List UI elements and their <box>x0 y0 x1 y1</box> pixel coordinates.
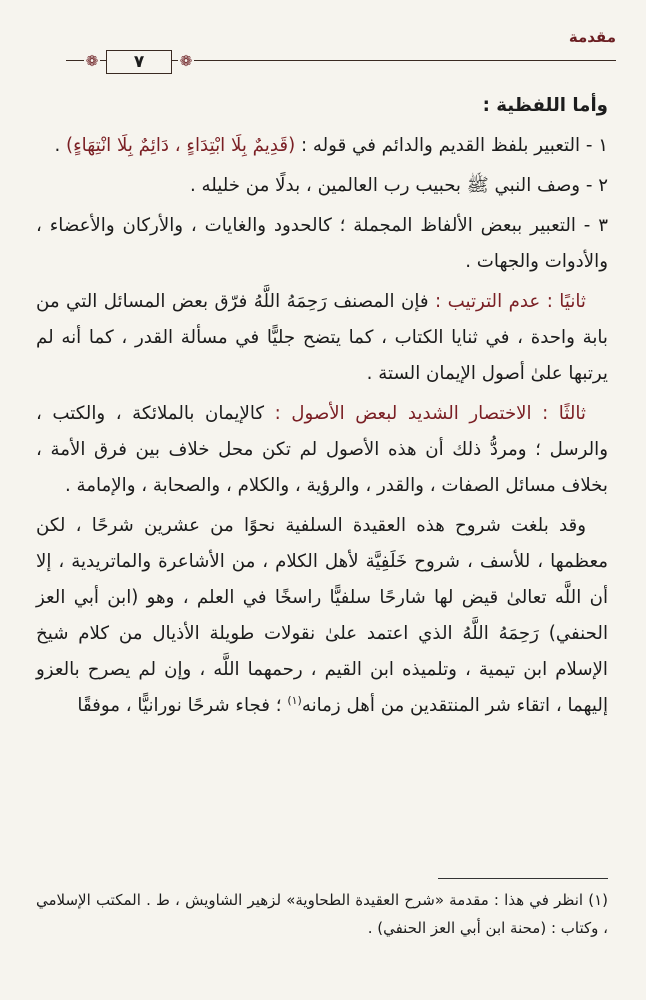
running-title: مقدمة <box>568 28 616 46</box>
item-1-end: . <box>54 135 61 156</box>
item-1-text: ١ - التعبير بلفظ القديم والدائم في قوله : <box>300 135 608 156</box>
closing-paragraph-text: وقد بلغت شروح هذه العقيدة السلفية نحوًا من عشرين شرحًا ، لكن معظمها ، للأسف ، شروح خَلَفِيَّة لأهل الكلام ، من الأشاعرة والماتريدية ، إلا أن اللَّه تعالىٰ قيض لها شارحًا سلفيًّا راسخًا في العلم ، وهو (ابن أبي العز الحنفي) رَحِمَهُ اللَّهُ الذي اعتمد علىٰ نقولات طويلة الأذيال من كلام شيخ الإسلام ابن تيمية ، وتلميذه ابن القيم ، رحمهما اللَّه ، وإن لم يصرح بالعزو إليهما ، اتقاء شر المنتقدين من أهل زمانه <box>36 515 608 716</box>
closing-paragraph <box>36 508 608 724</box>
section-second <box>36 284 608 392</box>
body-text <box>36 88 608 724</box>
ornament-icon: ❁ <box>85 52 99 70</box>
lafzia-heading: وأما اللفظية : <box>482 95 608 116</box>
footnote-marker: (١) <box>287 693 302 707</box>
footnote-text: (١) انظر في هذا : مقدمة «شرح العقيدة الطحاوية» لزهير الشاويش ، ط . المكتب الإسلامي ، وكتاب : (محنة ابن أبي العز الحنفي) . <box>36 891 608 937</box>
closing-paragraph-end: ؛ فجاء شرحًا نورانيًّا ، موفقًا <box>77 695 282 716</box>
ornament-icon: ❁ <box>179 52 193 70</box>
item-3: ٣ - التعبير ببعض الألفاظ المجملة ؛ كالحدود والغايات ، والأركان والأعضاء ، والأدوات والجهات . <box>36 215 608 272</box>
section-third <box>36 396 608 504</box>
footnote-rule <box>438 878 608 879</box>
section-second-label: ثانيًا : عدم الترتيب : <box>435 291 586 312</box>
footnote <box>36 886 608 942</box>
item-1 <box>36 128 608 164</box>
item-2: ٢ - وصف النبي ﷺ بحبيب رب العالمين ، بدلًا من خليله . <box>189 175 608 196</box>
section-third-label: ثالثًا : الاختصار الشديد لبعض الأصول : <box>274 403 586 424</box>
header-rule <box>66 50 616 72</box>
page-number: ٧ <box>106 50 172 74</box>
item-1-quote: (قَدِيمٌ بِلَا ابْتِدَاءٍ ، دَائِمٌ بِلَا انْتِهَاءٍ) <box>66 135 296 156</box>
section-second-text: فإن المصنف رَحِمَهُ اللَّهُ فرّق بعض المسائل التي من بابة واحدة ، في ثنايا الكتاب ، كما يتضح جليًّا في مسألة القدر ، كما أنه لم يرتبها علىٰ أصول الإيمان الستة . <box>36 291 608 384</box>
section-third-text: كالإيمان بالملائكة ، والكتب ، والرسل ؛ ومردُّ ذلك أن هذه الأصول لم تكن محل خلاف بين فرق الأمة ، بخلاف مسائل الصفات ، والقدر ، والرؤية ، والكلام ، والصحابة ، والإمامة . <box>36 403 608 496</box>
